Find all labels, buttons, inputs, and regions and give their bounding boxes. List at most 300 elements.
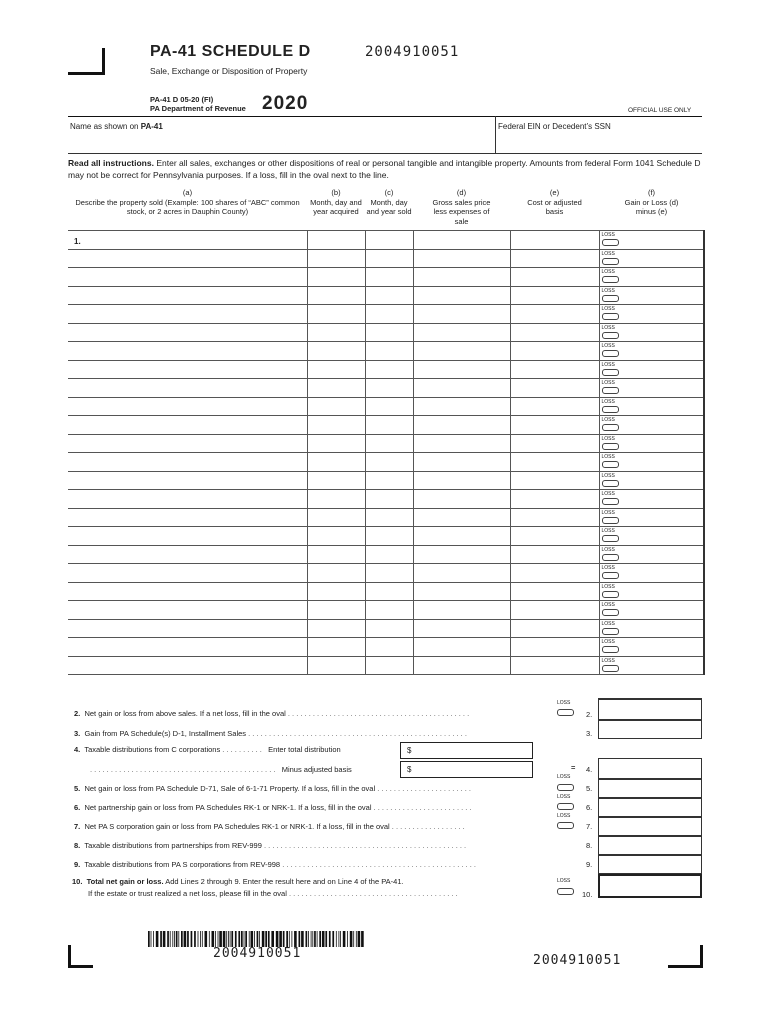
loss-oval[interactable] [602,369,619,376]
description-cell[interactable] [68,601,307,620]
description-cell[interactable] [68,231,307,250]
barcode-bar [308,931,309,947]
barcode-bar [194,931,196,947]
sold-cell[interactable] [365,379,413,398]
line-4b: . . . . . . . . . . . . . . . . . . . . . . . . . . . . . . . . . . . . . . . . . . . . . Minus adjusted basis [90,765,352,774]
loss-oval[interactable] [602,461,619,468]
sales-price-cell[interactable] [413,471,510,490]
description-cell[interactable] [68,656,307,675]
sales-price-cell[interactable] [413,305,510,324]
description-cell[interactable] [68,527,307,546]
gain-loss-cell[interactable] [599,305,704,324]
table-row [68,397,704,416]
table-row [68,582,704,601]
acquired-cell[interactable] [307,360,365,379]
table-row [68,323,704,342]
basis-cell[interactable] [510,397,599,416]
loss-oval[interactable] [602,387,619,394]
gain-loss-cell[interactable] [599,564,704,583]
sold-cell[interactable] [365,545,413,564]
acquired-cell[interactable] [307,545,365,564]
basis-cell[interactable] [510,656,599,675]
gain-loss-cell[interactable] [599,453,704,472]
col-c-letter: (c) [384,188,394,197]
sales-price-cell[interactable] [413,249,510,268]
line-4-total-distribution-field[interactable] [400,742,533,759]
loss-oval[interactable] [602,591,619,598]
acquired-cell[interactable] [307,471,365,490]
description-cell[interactable] [68,416,307,435]
barcode-bar [325,931,327,947]
line-9: 9. Taxable distributions from PA S corporations from REV-998 . . . . . . . . . . . . . . . . . . . . . . . . . . . . . . . . . . . . . . . . . . . . . . . [74,860,476,869]
loss-oval[interactable] [602,517,619,524]
barcode-bar [268,931,270,947]
line-4-amount-field[interactable] [598,758,702,779]
sold-cell[interactable] [365,397,413,416]
form-code: PA-41 D 05-20 (FI) [150,95,214,104]
line-3: 3. Gain from PA Schedule(s) D-1, Installment Sales . . . . . . . . . . . . . . . . . . . . . . . . . . . . . . . . . . . . . . . . . . . . . . . . . . . . . [74,729,467,738]
loss-oval[interactable] [602,276,619,283]
line-7-number: 7. [74,822,81,831]
description-cell[interactable] [68,360,307,379]
sales-price-cell[interactable] [413,231,510,250]
description-cell[interactable] [68,490,307,509]
loss-oval[interactable] [602,572,619,579]
loss-label: LOSS [601,454,615,460]
loss-oval[interactable] [602,406,619,413]
loss-oval[interactable] [602,258,619,265]
basis-cell[interactable] [510,545,599,564]
barcode-bar [257,931,259,947]
basis-cell[interactable] [510,619,599,638]
barcode-bar [347,931,348,947]
line-7-loss-label: LOSS [557,813,571,819]
line-7-ref: 7. [586,822,593,831]
basis-cell[interactable] [510,490,599,509]
acquired-cell[interactable] [307,508,365,527]
barcode-bar [286,931,288,947]
sold-cell[interactable] [365,323,413,342]
barcode-bar [200,931,201,947]
description-cell[interactable] [68,268,307,287]
gain-loss-cell[interactable] [599,268,704,287]
gain-loss-cell[interactable] [599,286,704,305]
gain-loss-cell[interactable] [599,416,704,435]
line-4-number: 4. [74,745,81,754]
acquired-cell[interactable] [307,601,365,620]
line-6-ref: 6. [586,803,593,812]
loss-oval[interactable] [602,239,619,246]
sold-cell[interactable] [365,564,413,583]
barcode-bar [283,931,285,947]
line-10b: If the estate or trust realized a net loss, please fill in the oval . . . . . . . . . . . . . . . . . . . . . . . . . . . . . . . . . . . . . . . . . [88,889,458,898]
form-subtitle: Sale, Exchange or Disposition of Property [150,66,308,76]
loss-oval[interactable] [602,295,619,302]
table-row [68,453,704,472]
sold-cell[interactable] [365,286,413,305]
line-2-loss-oval[interactable] [557,709,574,716]
sold-cell[interactable] [365,508,413,527]
acquired-cell[interactable] [307,231,365,250]
sold-cell[interactable] [365,434,413,453]
sales-price-cell[interactable] [413,342,510,361]
acquired-cell[interactable] [307,619,365,638]
line-4-equals: = [571,763,576,772]
basis-cell[interactable] [510,453,599,472]
ein-field[interactable] [498,122,611,131]
loss-oval[interactable] [602,628,619,635]
acquired-cell[interactable] [307,342,365,361]
col-b-text: Month, day and year acquired [310,197,362,216]
description-cell[interactable] [68,249,307,268]
line-8: 8. Taxable distributions from partnerships from REV-999 . . . . . . . . . . . . . . . . . . . . . . . . . . . . . . . . . . . . . . . . . . . . . . . . . [74,841,467,850]
basis-cell[interactable] [510,471,599,490]
sold-cell[interactable] [365,453,413,472]
barcode-bar [212,931,215,947]
line-6-number: 6. [74,803,81,812]
registration-mark-bottom-right [668,945,703,968]
basis-cell[interactable] [510,342,599,361]
line-5-loss-label: LOSS [557,774,571,780]
table-row [68,342,704,361]
loss-label: LOSS [601,583,615,590]
barcode-bar [202,931,203,947]
sold-cell[interactable] [365,268,413,287]
col-e-letter: (e) [549,188,560,197]
loss-oval[interactable] [602,443,619,450]
sales-price-cell[interactable] [413,434,510,453]
line-4-minus-adjusted: Minus adjusted basis [281,765,352,774]
barcode-bar [191,931,193,947]
barcode-bar [276,931,279,947]
loss-label: LOSS [601,472,615,479]
basis-cell[interactable] [510,601,599,620]
barcode-bar [314,931,316,947]
barcode-bar [265,931,267,947]
description-cell[interactable] [68,453,307,472]
line-2-loss-label: LOSS [557,700,571,706]
column-header-f [599,188,704,217]
acquired-cell[interactable] [307,379,365,398]
acquired-cell[interactable] [307,638,365,657]
description-cell[interactable] [68,305,307,324]
gain-loss-cell[interactable] [599,638,704,657]
sold-cell[interactable] [365,360,413,379]
barcode-bar [215,931,216,947]
barcode-bar [187,931,189,947]
loss-oval[interactable] [602,646,619,653]
basis-cell[interactable] [510,268,599,287]
form-title: PA-41 SCHEDULE D [150,43,311,60]
basis-cell[interactable] [510,508,599,527]
line-9-amount-field[interactable] [598,855,702,874]
tax-year: 2020 [262,93,309,114]
barcode-bar [353,931,354,947]
loss-oval[interactable] [602,665,619,672]
basis-cell[interactable] [510,638,599,657]
loss-label: LOSS [601,232,615,238]
line-4-enter-total: Enter total distribution [268,745,341,754]
description-cell[interactable] [68,471,307,490]
description-cell[interactable] [68,286,307,305]
description-cell[interactable] [68,323,307,342]
column-header-b [307,188,365,217]
acquired-cell[interactable] [307,397,365,416]
acquired-cell[interactable] [307,582,365,601]
barcode-bar [294,931,297,947]
line-5-amount-field[interactable] [598,779,702,798]
table-row [68,508,704,527]
line-6-text: Net partnership gain or loss from PA Schedules RK-1 or NRK-1. If a loss, fill in the oval [84,803,372,812]
basis-cell[interactable] [510,527,599,546]
sales-price-cell[interactable] [413,416,510,435]
loss-oval[interactable] [602,554,619,561]
line-2-amount-field[interactable] [598,698,702,720]
gain-loss-cell[interactable] [599,490,704,509]
acquired-cell[interactable] [307,564,365,583]
basis-cell[interactable] [510,286,599,305]
table-row [68,527,704,546]
line-9-number: 9. [74,860,81,869]
gain-loss-cell[interactable] [599,582,704,601]
barcode-bar [329,931,331,947]
barcode-bar [148,931,150,947]
line-10-amount-field[interactable] [598,874,702,898]
loss-oval[interactable] [602,313,619,320]
gain-loss-cell[interactable] [599,360,704,379]
column-header-a [68,188,307,217]
table-row [68,268,704,287]
loss-oval[interactable] [602,535,619,542]
line-1-number: 1. [74,237,81,246]
department-name: PA Department of Revenue [150,104,246,113]
sold-cell[interactable] [365,342,413,361]
table-row [68,416,704,435]
loss-oval[interactable] [602,332,619,339]
name-label: Name as shown on [70,122,141,131]
line-5-loss-oval[interactable] [557,784,574,791]
loss-oval[interactable] [602,498,619,505]
gain-loss-cell[interactable] [599,397,704,416]
line-6-loss-label: LOSS [557,794,571,800]
sold-cell[interactable] [365,601,413,620]
line-7-loss-oval[interactable] [557,822,574,829]
acquired-cell[interactable] [307,249,365,268]
description-cell[interactable] [68,545,307,564]
basis-cell[interactable] [510,323,599,342]
barcode-bar [301,931,304,947]
sold-cell[interactable] [365,471,413,490]
line-4-adjusted-basis-field[interactable] [400,761,533,778]
col-a-text: Describe the property sold (Example: 100 shares of “ABC” common stock, or 2 acres in Dauphin County) [75,197,300,216]
loss-label: LOSS [601,565,615,571]
sales-price-cell[interactable] [413,638,510,657]
sold-cell[interactable] [365,231,413,250]
line-10-text2: If the estate or trust realized a net loss, please fill in the oval [88,889,287,898]
line-3-ref: 3. [586,729,593,738]
barcode-bar [249,931,250,947]
table-row [68,490,704,509]
loss-label: LOSS [601,417,615,423]
sales-price-cell[interactable] [413,564,510,583]
acquired-cell[interactable] [307,656,365,675]
loss-oval[interactable] [602,424,619,431]
gain-loss-cell[interactable] [599,619,704,638]
barcode-bar [358,931,361,947]
name-bottom-rule [68,153,702,154]
barcode-bar [299,931,301,947]
line-6-amount-field[interactable] [598,798,702,817]
description-cell[interactable] [68,397,307,416]
sold-cell[interactable] [365,638,413,657]
sold-cell[interactable] [365,249,413,268]
barcode-bar [176,931,178,947]
line-2-ref: 2. [586,710,593,719]
acquired-cell[interactable] [307,305,365,324]
gain-loss-cell[interactable] [599,508,704,527]
gain-loss-cell[interactable] [599,545,704,564]
sales-price-cell[interactable] [413,323,510,342]
name-field[interactable] [70,122,163,131]
barcode-bar [306,931,308,947]
basis-cell[interactable] [510,379,599,398]
sold-cell[interactable] [365,527,413,546]
col-f-text: Gain or Loss (d) minus (e) [624,197,679,216]
description-cell[interactable] [68,638,307,657]
loss-oval[interactable] [602,609,619,616]
acquired-cell[interactable] [307,527,365,546]
gain-loss-cell[interactable] [599,249,704,268]
sold-cell[interactable] [365,416,413,435]
sales-price-cell[interactable] [413,656,510,675]
acquired-cell[interactable] [307,490,365,509]
basis-cell[interactable] [510,360,599,379]
sales-price-cell[interactable] [413,619,510,638]
sold-cell[interactable] [365,582,413,601]
description-cell[interactable] [68,342,307,361]
basis-cell[interactable] [510,305,599,324]
barcode-bar [235,931,237,947]
sales-price-cell[interactable] [413,582,510,601]
barcode-bar [312,931,313,947]
instructions-lead: Read all instructions. [68,158,154,168]
loss-label: LOSS [601,398,615,405]
barcode-bar [198,931,199,947]
sales-price-cell[interactable] [413,379,510,398]
acquired-cell[interactable] [307,268,365,287]
description-cell[interactable] [68,582,307,601]
barcode-bar [332,931,334,947]
description-cell[interactable] [68,619,307,638]
line-4-dollar-2: $ [407,765,412,774]
sales-price-cell[interactable] [413,545,510,564]
barcode-bar [292,931,293,947]
barcode-bar [289,931,290,947]
acquired-cell[interactable] [307,453,365,472]
sales-price-cell[interactable] [413,527,510,546]
barcode-bar [245,931,247,947]
sales-price-cell[interactable] [413,286,510,305]
gain-loss-cell[interactable] [599,379,704,398]
table-row [68,471,704,490]
property-sales-table [68,230,705,675]
barcode-bar [244,931,245,947]
acquired-cell[interactable] [307,286,365,305]
basis-cell[interactable] [510,249,599,268]
line-6: 6. Net partnership gain or loss from PA Schedules RK-1 or NRK-1. If a loss, fill in the oval . . . . . . . . . . . . . . . . . . . . . . . . [74,803,472,812]
line-10-loss-oval[interactable] [557,888,574,895]
barcode-bar [205,931,208,947]
barcode-bar [151,931,152,947]
instructions-text: Enter all sales, exchanges or other dispositions of real or personal tangible and intangible property. Amounts from federal Form 1041 Schedule D may not be correct for Pennsylvania purposes. If a loss, fill in the oval next to the line. [68,158,701,180]
basis-cell[interactable] [510,416,599,435]
barcode-bar [153,931,154,947]
line-9-ref: 9. [586,860,593,869]
line-9-text: Taxable distributions from PA S corporations from REV-998 [84,860,281,869]
sold-cell[interactable] [365,656,413,675]
barcode-bar [160,931,162,947]
barcode-bar [356,931,357,947]
line-8-amount-field[interactable] [598,836,702,855]
gain-loss-cell[interactable] [599,231,704,250]
basis-cell[interactable] [510,564,599,583]
sales-price-cell[interactable] [413,397,510,416]
loss-oval[interactable] [602,350,619,357]
description-cell[interactable] [68,564,307,583]
gain-loss-cell[interactable] [599,342,704,361]
line-3-amount-field[interactable] [598,720,702,739]
sales-price-cell[interactable] [413,360,510,379]
barcode-number-bottom: 2004910051 [213,946,302,961]
loss-label: LOSS [601,639,615,645]
basis-cell[interactable] [510,231,599,250]
gain-loss-cell[interactable] [599,601,704,620]
description-cell[interactable] [68,434,307,453]
line-5-number: 5. [74,784,81,793]
sales-price-cell[interactable] [413,268,510,287]
description-cell[interactable] [68,379,307,398]
sales-price-cell[interactable] [413,453,510,472]
acquired-cell[interactable] [307,416,365,435]
sold-cell[interactable] [365,305,413,324]
sales-price-cell[interactable] [413,601,510,620]
gain-loss-cell[interactable] [599,656,704,675]
basis-cell[interactable] [510,582,599,601]
basis-cell[interactable] [510,434,599,453]
line-7-amount-field[interactable] [598,817,702,836]
acquired-cell[interactable] [307,323,365,342]
line-6-loss-oval[interactable] [557,803,574,810]
gain-loss-cell[interactable] [599,434,704,453]
barcode-bar [209,931,210,947]
gain-loss-cell[interactable] [599,471,704,490]
sold-cell[interactable] [365,619,413,638]
barcode-bar [322,931,325,947]
barcode-bar [259,931,260,947]
line-10-number: 10. [72,877,83,886]
loss-oval[interactable] [602,480,619,487]
table-row [68,564,704,583]
sales-price-cell[interactable] [413,490,510,509]
description-cell[interactable] [68,508,307,527]
acquired-cell[interactable] [307,434,365,453]
gain-loss-cell[interactable] [599,323,704,342]
sold-cell[interactable] [365,490,413,509]
line-4-ref: 4. [586,765,593,774]
sales-price-cell[interactable] [413,508,510,527]
barcode-bar [226,931,227,947]
gain-loss-cell[interactable] [599,527,704,546]
